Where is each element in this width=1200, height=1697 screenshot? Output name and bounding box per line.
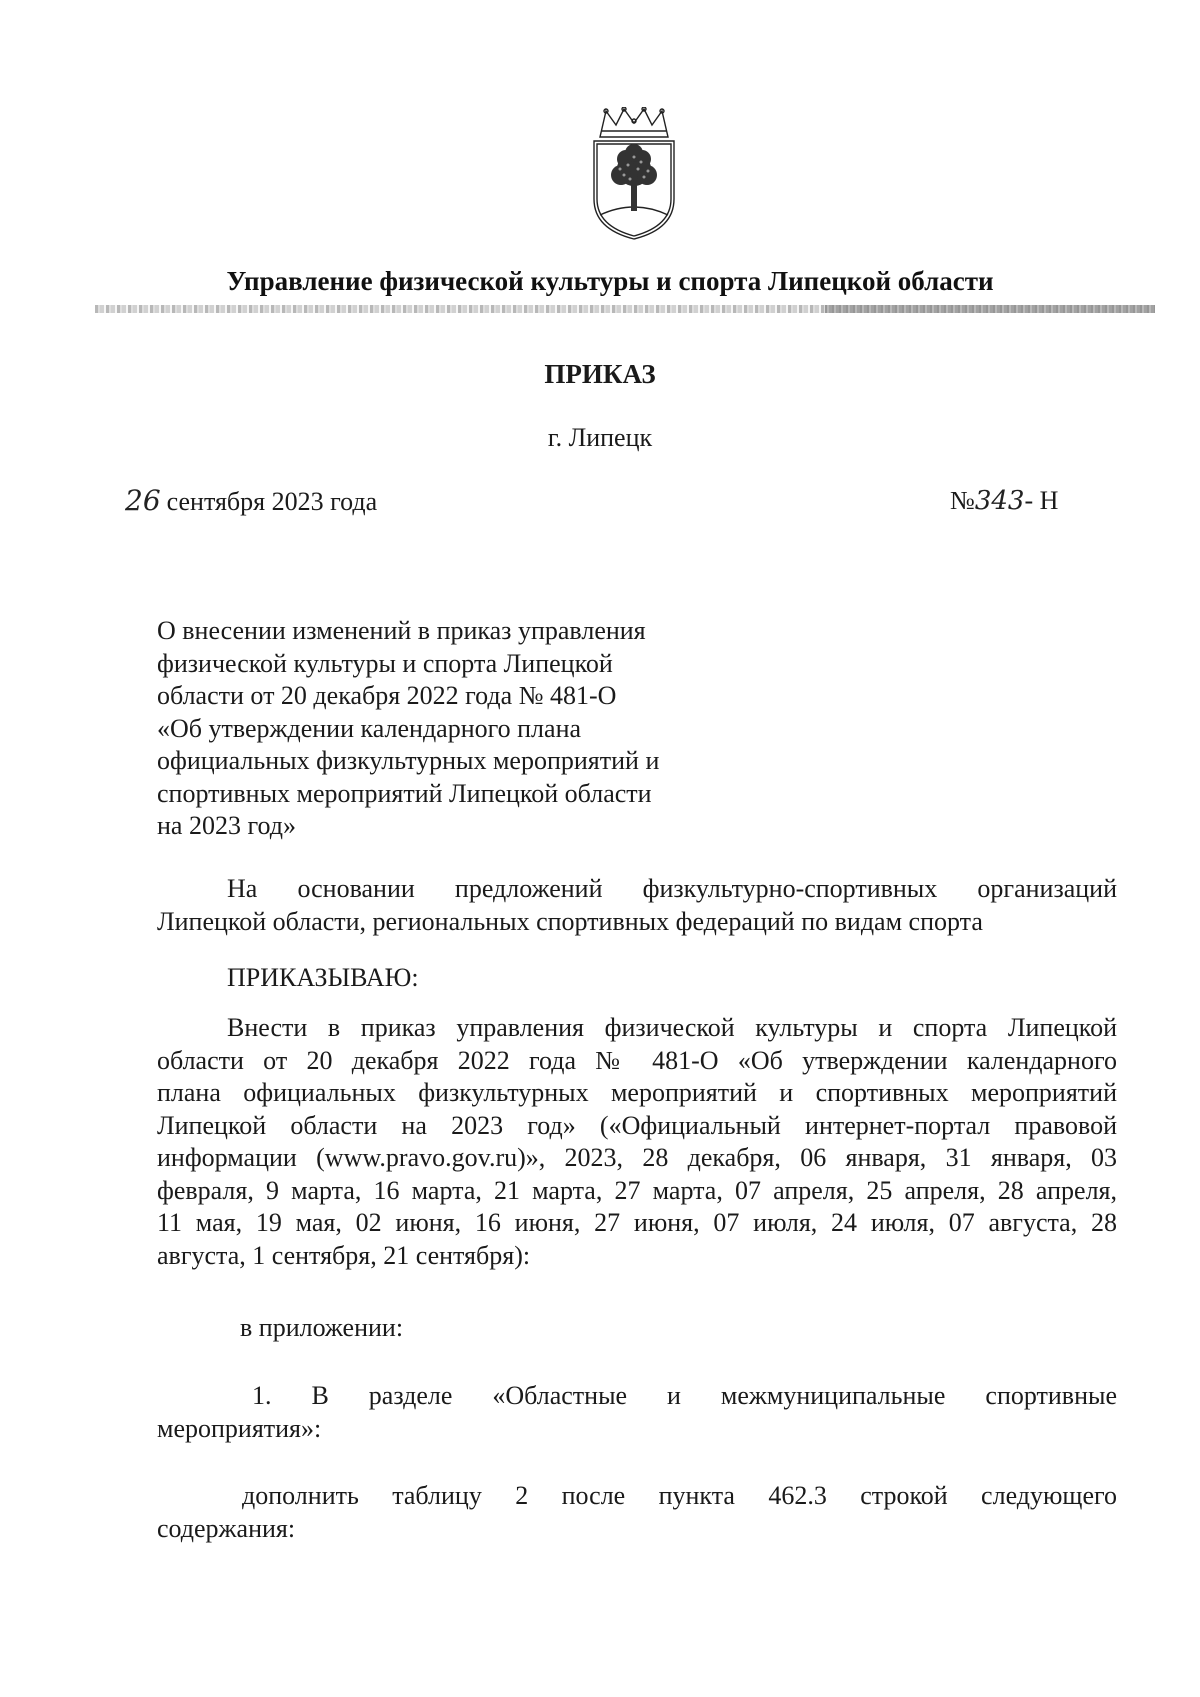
supplement-paragraph [157, 1480, 1117, 1545]
subject-line: О внесении изменений в приказ управления [157, 616, 646, 645]
organization-title: Управление физической культуры и спорта Липецкой области [226, 266, 994, 296]
paragraph-line: 1. В разделе «Областные и межмуниципальные спортивные [252, 1381, 1117, 1410]
order-directive: ПРИКАЗЫВАЮ: [227, 963, 419, 992]
paragraph-line: Липецкой области на 2023 год» («Официальный интернет-портал правовой [157, 1110, 1117, 1140]
document-type-heading: ПРИКАЗ [544, 359, 656, 389]
paragraph-line: августа, 1 сентября, 21 сентября): [157, 1240, 531, 1270]
paragraph-line: информации (www.pravo.gov.ru)», 2023, 28 декабря, 06 января, 31 января, 03 [157, 1143, 1117, 1172]
handwritten-day: 26 [125, 484, 161, 517]
subject-line: спортивных мероприятий Липецкой области [157, 778, 652, 808]
subject-line: области от 20 декабря 2022 года № 481-О [157, 681, 617, 710]
number-sign: № [950, 486, 975, 515]
paragraph-line: мероприятия»: [157, 1413, 322, 1443]
subject-line: официальных физкультурных мероприятий и [157, 746, 660, 775]
document-subject [157, 615, 717, 843]
coat-of-arms-emblem [586, 107, 682, 241]
document-date [125, 485, 377, 518]
annex-label: в приложении: [240, 1313, 404, 1342]
document-number [950, 485, 1058, 517]
paragraph-line: Липецкой области, региональных спортивных федераций по видам спорта [157, 906, 983, 936]
item-1-paragraph [157, 1380, 1117, 1445]
handwritten-number: 343 [974, 486, 1025, 516]
number-suffix: - Н [1024, 486, 1059, 515]
paragraph-line: февраля, 9 марта, 16 марта, 21 марта, 27 марта, 07 апреля, 25 апреля, 28 апреля, [157, 1175, 1117, 1205]
date-month-year: сентября 2023 года [166, 487, 378, 516]
issuing-city: г. Липецк [547, 423, 653, 452]
paragraph-line: 11 мая, 19 мая, 02 июня, 16 июня, 27 июня, 07 июля, 24 июля, 07 августа, 28 [157, 1208, 1117, 1237]
basis-paragraph [157, 873, 1117, 938]
paragraph-line: плана официальных физкультурных мероприятий и спортивных мероприятий [157, 1078, 1117, 1107]
paragraph-line: Внести в приказ управления физической культуры и спорта Липецкой [227, 1013, 1117, 1042]
subject-line: физической культуры и спорта Липецкой [157, 648, 613, 678]
paragraph-line: области от 20 декабря 2022 года № 481-О «Об утверждении календарного [157, 1045, 1117, 1075]
header-divider-line [95, 305, 1155, 313]
main-paragraph [157, 1012, 1117, 1272]
subject-line: на 2023 год» [157, 811, 296, 840]
subject-line: «Об утверждении календарного плана [157, 713, 582, 743]
paragraph-line: На основании предложений физкультурно-спортивных организаций [227, 874, 1117, 903]
paragraph-line: содержания: [157, 1513, 296, 1543]
paragraph-line: дополнить таблицу 2 после пункта 462.3 строкой следующего [242, 1481, 1117, 1510]
